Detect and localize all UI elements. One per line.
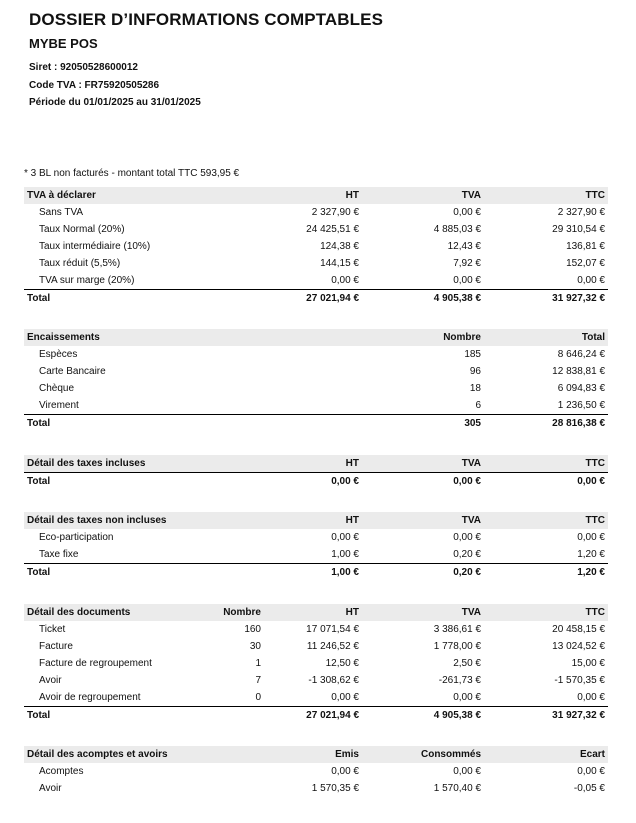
total-row — [24, 290, 608, 308]
table-cell: Carte Bancaire — [39, 366, 106, 377]
total-cell — [194, 707, 264, 725]
table-row — [24, 621, 608, 638]
table-row — [24, 397, 608, 415]
column-header: HT — [224, 512, 362, 529]
total-row — [24, 564, 608, 582]
total-label: Total — [24, 564, 224, 582]
table-row — [24, 546, 608, 564]
table-cell: 0,00 € — [453, 532, 481, 543]
table-cell: 1 570,35 € — [311, 783, 359, 794]
table-row — [24, 346, 608, 363]
table-cell: 24 425,51 € — [306, 224, 359, 235]
table-cell: 0,00 € — [453, 692, 481, 703]
column-header: TTC — [484, 512, 608, 529]
table-cell: 13 024,52 € — [552, 641, 605, 652]
table-cell: 0,00 € — [577, 692, 605, 703]
column-header: Encaissements — [24, 329, 362, 346]
table-cell: 29 310,54 € — [552, 224, 605, 235]
column-header: HT — [224, 187, 362, 204]
table-cell: 96 — [469, 366, 481, 377]
table-cell: Taux réduit (5,5%) — [39, 258, 121, 269]
table-cell: 136,81 € — [566, 241, 605, 252]
table-cell: 0,00 € — [331, 275, 359, 286]
table-cell: 0,00 € — [577, 275, 605, 286]
column-header: Nombre — [194, 604, 264, 621]
column-header: TVA — [362, 187, 484, 204]
table-cell: 160 — [244, 624, 261, 635]
taxes-incluses-table — [24, 455, 608, 490]
total-cell: 28 816,38 € — [484, 415, 608, 433]
taxes-non-incluses-table — [24, 512, 608, 581]
total-label: Total — [24, 290, 224, 308]
column-header: Détail des taxes incluses — [24, 455, 224, 473]
total-cell: 0,00 € — [224, 473, 362, 491]
table-cell: 1,00 € — [331, 549, 359, 560]
column-header: TVA à déclarer — [24, 187, 224, 204]
encaissements-table — [24, 329, 608, 432]
table-cell: Eco-participation — [39, 532, 114, 543]
table-cell: 7 — [255, 675, 261, 686]
column-header: Détail des documents — [24, 604, 194, 621]
column-header: TTC — [484, 604, 608, 621]
bl-note: * 3 BL non facturés - montant total TTC 593,95 € — [24, 168, 240, 179]
table-cell: Avoir — [39, 675, 62, 686]
table-cell: 30 — [249, 641, 261, 652]
table-cell: 6 094,83 € — [557, 383, 605, 394]
table-cell: 144,15 € — [320, 258, 359, 269]
page-title: DOSSIER D’INFORMATIONS COMPTABLES — [29, 10, 384, 29]
total-cell: 305 — [362, 415, 484, 433]
table-cell: 1,20 € — [577, 549, 605, 560]
table-header — [24, 455, 608, 473]
column-header: TVA — [362, 455, 484, 473]
table-cell: 0,00 € — [577, 766, 605, 777]
table-cell: 20 458,15 € — [552, 624, 605, 635]
column-header: TTC — [484, 455, 608, 473]
column-header: Ecart — [484, 746, 608, 763]
table-row — [24, 689, 608, 707]
table-cell: 152,07 € — [566, 258, 605, 269]
table-cell: 2,50 € — [453, 658, 481, 669]
table-row — [24, 363, 608, 380]
table-cell: Taux intermédiaire (10%) — [39, 241, 151, 252]
table-cell: 11 246,52 € — [306, 641, 359, 652]
total-cell: 0,00 € — [362, 473, 484, 491]
tva-code-info: Code TVA : FR75920505286 — [29, 80, 160, 91]
table-row — [24, 529, 608, 546]
table-header — [24, 329, 608, 346]
table-row — [24, 204, 608, 221]
total-row — [24, 707, 608, 725]
table-header — [24, 187, 608, 204]
table-cell: Taxe fixe — [39, 549, 79, 560]
table-row — [24, 221, 608, 238]
table-cell: 0,00 € — [331, 766, 359, 777]
total-cell: 31 927,32 € — [484, 707, 608, 725]
table-cell: 0,00 € — [453, 275, 481, 286]
table-cell: 2 327,90 € — [311, 207, 359, 218]
total-cell: 27 021,94 € — [264, 707, 362, 725]
table-cell: 1 778,00 € — [433, 641, 481, 652]
table-cell: 0,20 € — [453, 549, 481, 560]
table-cell: Ticket — [39, 624, 66, 635]
column-header: HT — [264, 604, 362, 621]
table-cell: 18 — [469, 383, 481, 394]
table-header — [24, 604, 608, 621]
table-cell: Facture — [39, 641, 73, 652]
total-cell: 31 927,32 € — [484, 290, 608, 308]
table-row — [24, 380, 608, 397]
table-cell: 185 — [464, 349, 481, 360]
table-cell: 1 236,50 € — [557, 400, 605, 411]
total-label: Total — [24, 415, 362, 433]
table-cell: 0,00 € — [453, 766, 481, 777]
column-header: Emis — [224, 746, 362, 763]
column-header: Détail des acomptes et avoirs — [24, 746, 224, 763]
table-header — [24, 746, 608, 763]
table-cell: 15,00 € — [571, 658, 605, 669]
table-cell: Virement — [39, 400, 79, 411]
table-cell: 4 885,03 € — [433, 224, 481, 235]
table-cell: 12,50 € — [325, 658, 359, 669]
column-header: Détail des taxes non incluses — [24, 512, 224, 529]
total-cell: 4 905,38 € — [362, 290, 484, 308]
total-cell: 27 021,94 € — [224, 290, 362, 308]
table-cell: 0,00 € — [331, 532, 359, 543]
table-cell: 1 570,40 € — [433, 783, 481, 794]
table-cell: 0,00 € — [331, 692, 359, 703]
table-cell: -1 570,35 € — [554, 675, 605, 686]
table-row — [24, 238, 608, 255]
table-cell: -261,73 € — [438, 675, 481, 686]
table-row — [24, 672, 608, 689]
total-label: Total — [24, 473, 224, 491]
total-row — [24, 473, 608, 491]
table-cell: Avoir — [39, 783, 62, 794]
table-cell: Avoir de regroupement — [39, 692, 141, 703]
siret-info: Siret : 92050528600012 — [29, 62, 138, 73]
table-cell: TVA sur marge (20%) — [39, 275, 135, 286]
total-row — [24, 415, 608, 433]
column-header: HT — [224, 455, 362, 473]
table-cell: 0 — [255, 692, 261, 703]
company-name: MYBE POS — [29, 36, 98, 51]
total-label: Total — [24, 707, 194, 725]
column-header: TTC — [484, 187, 608, 204]
table-cell: -0,05 € — [573, 783, 605, 794]
table-cell: 8 646,24 € — [557, 349, 605, 360]
acomptes-table — [24, 746, 608, 797]
table-cell: 17 071,54 € — [306, 624, 359, 635]
column-header: Total — [484, 329, 608, 346]
table-cell: 2 327,90 € — [557, 207, 605, 218]
table-row — [24, 272, 608, 290]
table-cell: -1 308,62 € — [308, 675, 359, 686]
total-cell: 1,00 € — [224, 564, 362, 582]
column-header: TVA — [362, 604, 484, 621]
table-cell: Taux Normal (20%) — [39, 224, 125, 235]
table-cell: 7,92 € — [453, 258, 481, 269]
table-cell: 12 838,81 € — [552, 366, 605, 377]
table-row — [24, 638, 608, 655]
table-cell: 1 — [255, 658, 261, 669]
total-cell: 1,20 € — [484, 564, 608, 582]
table-cell: 3 386,61 € — [433, 624, 481, 635]
table-cell: 124,38 € — [320, 241, 359, 252]
table-row — [24, 780, 608, 797]
table-cell: 0,00 € — [577, 532, 605, 543]
table-cell: 6 — [475, 400, 481, 411]
table-cell: Chèque — [39, 383, 75, 394]
total-cell: 0,00 € — [484, 473, 608, 491]
total-cell: 0,20 € — [362, 564, 484, 582]
table-cell: 12,43 € — [447, 241, 481, 252]
column-header: Nombre — [362, 329, 484, 346]
table-row — [24, 655, 608, 672]
column-header: Consommés — [362, 746, 484, 763]
table-cell: Espèces — [39, 349, 78, 360]
tva-table — [24, 187, 608, 307]
column-header: TVA — [362, 512, 484, 529]
table-row — [24, 763, 608, 780]
table-cell: Facture de regroupement — [39, 658, 152, 669]
table-header — [24, 512, 608, 529]
table-cell: 0,00 € — [453, 207, 481, 218]
table-cell: Acomptes — [39, 766, 84, 777]
table-row — [24, 255, 608, 272]
documents-table — [24, 604, 608, 724]
period-info: Période du 01/01/2025 au 31/01/2025 — [29, 97, 201, 108]
total-cell: 4 905,38 € — [362, 707, 484, 725]
table-cell: Sans TVA — [39, 207, 84, 218]
